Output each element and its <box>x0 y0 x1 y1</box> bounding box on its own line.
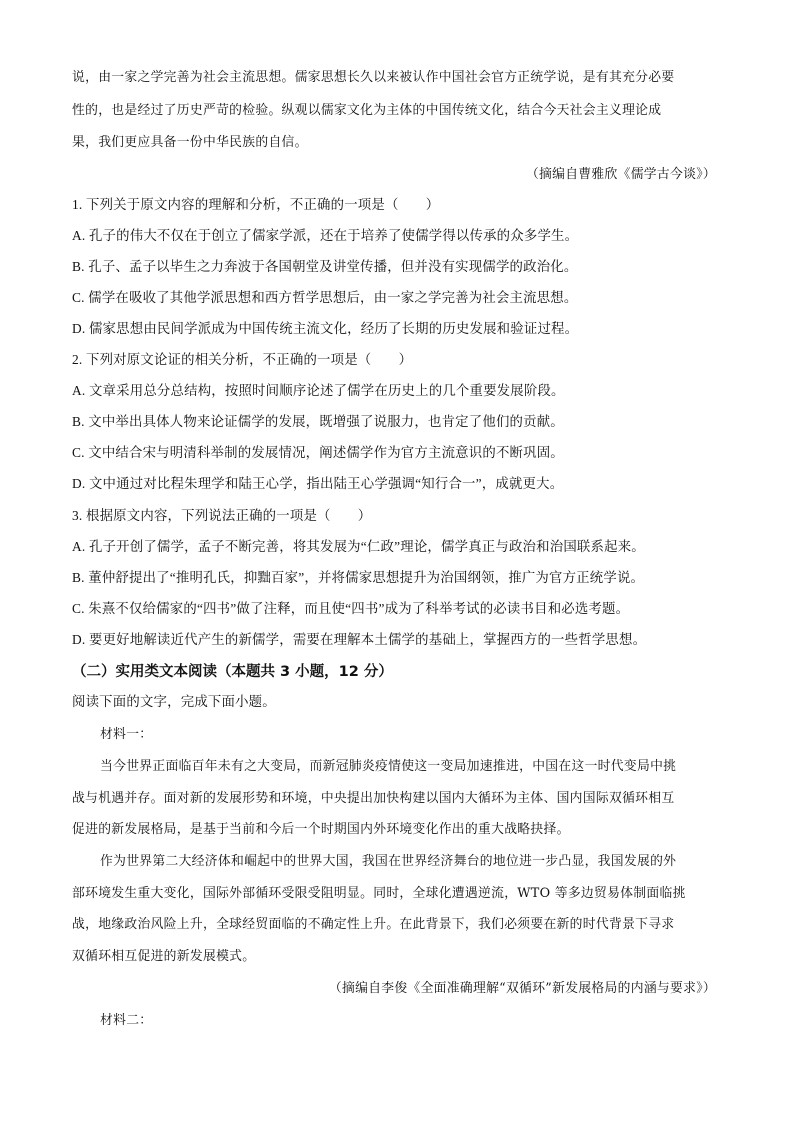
question-3-option-b: B. 董仲舒提出了“推明孔氏，抑黜百家”，并将儒家思想提升为治国纲领，推广为官方正统学说。 <box>72 570 645 585</box>
question-3-stem: 3. 根据原文内容，下列说法正确的一项是（ ） <box>72 508 372 523</box>
question-1-option-b: B. 孔子、孟子以毕生之力奔波于各国朝堂及讲堂传播，但并没有实现儒学的政治化。 <box>72 259 578 274</box>
question-1-option-c: C. 儒学在吸收了其他学派思想和西方哲学思想后，由一家之学完善为社会主流思想。 <box>72 290 578 305</box>
passage-line: 果，我们更应具备一份中华民族的自信。 <box>72 135 308 150</box>
passage-source: （摘编自曹雅欣《儒学古今谈》） <box>525 167 716 182</box>
material-label: 材料二： <box>100 1013 153 1028</box>
question-3-option-c: C. 朱熹不仅给儒家的“四书”做了注释，而且使“四书”成为了科举考试的必读书目和必选考题。 <box>72 601 630 616</box>
material-line: 部环境发生重大变化，国际外部循环受限受阻明显。同时，全球化遭遇逆流，WTO 等多边贸易体制面临挑 <box>72 886 686 901</box>
section-heading: （二）实用类文本阅读（本题共 3 小题，12 分） <box>72 664 393 680</box>
question-2-stem: 2. 下列对原文论证的相关分析，不正确的一项是（ ） <box>72 352 413 367</box>
material-line: 当今世界正面临百年未有之大变局，而新冠肺炎疫情使这一变局加速推进，中国在这一时代变局中挑 <box>100 759 677 774</box>
section-instruction: 阅读下面的文字，完成下面小题。 <box>72 694 276 709</box>
question-3-option-a: A. 孔子开创了儒学，孟子不断完善，将其发展为“仁政”理论，儒学真正与政治和治国联系起来。 <box>72 539 645 554</box>
question-2-option-c: C. 文中结合宋与明清科举制的发展情况，阐述儒学作为官方主流意识的不断巩固。 <box>72 445 564 460</box>
material-line: 作为世界第二大经济体和崛起中的世界大国，我国在世界经济舞台的地位进一步凸显，我国发展的外 <box>100 854 677 869</box>
question-3-option-d: D. 要更好地解读近代产生的新儒学，需要在理解本土儒学的基础上，掌握西方的一些哲学思想。 <box>72 632 647 647</box>
passage-line: 说，由一家之学完善为社会主流思想。儒家思想长久以来被认作中国社会官方正统学说，是有其充分必要 <box>72 70 675 85</box>
material-label: 材料一： <box>100 727 153 742</box>
question-2-option-b: B. 文中举出具体人物来论证儒学的发展，既增强了说服力，也肯定了他们的贡献。 <box>72 414 564 429</box>
material-line: 战，地缘政治风险上升，全球经贸面临的不确定性上升。在此背景下，我们必须要在新的时代背景下寻求 <box>72 917 675 932</box>
question-1-stem: 1. 下列关于原文内容的理解和分析，不正确的一项是（ ） <box>72 197 440 212</box>
question-2-option-a: A. 文章采用总分总结构，按照时间顺序论述了儒学在历史上的几个重要发展阶段。 <box>72 383 565 398</box>
question-1-option-a: A. 孔子的伟大不仅在于创立了儒家学派，还在于培养了使儒学得以传承的众多学生。 <box>72 228 579 243</box>
material-line: 双循环相互促进的新发展模式。 <box>72 949 256 964</box>
material-line: 战与机遇并存。面对新的发展形势和环境，中央提出加快构建以国内大循环为主体、国内国际双循环相互 <box>72 791 675 806</box>
question-2-option-d: D. 文中通过对比程朱理学和陆王心学，指出陆王心学强调“知行合一”，成就更大。 <box>72 476 564 491</box>
material-source: （摘编自李俊《全面准确理解“双循环”新发展格局的内涵与要求》） <box>328 981 716 996</box>
passage-line: 性的，也是经过了历史严苛的检验。纵观以儒家文化为主体的中国传统文化，结合今天社会主义理论成 <box>72 103 662 118</box>
question-1-option-d: D. 儒家思想由民间学派成为中国传统主流文化，经历了长期的历史发展和验证过程。 <box>72 321 579 336</box>
material-line: 促进的新发展格局，是基于当前和今后一个时期国内外环境变化作出的重大战略抉择。 <box>72 822 570 837</box>
